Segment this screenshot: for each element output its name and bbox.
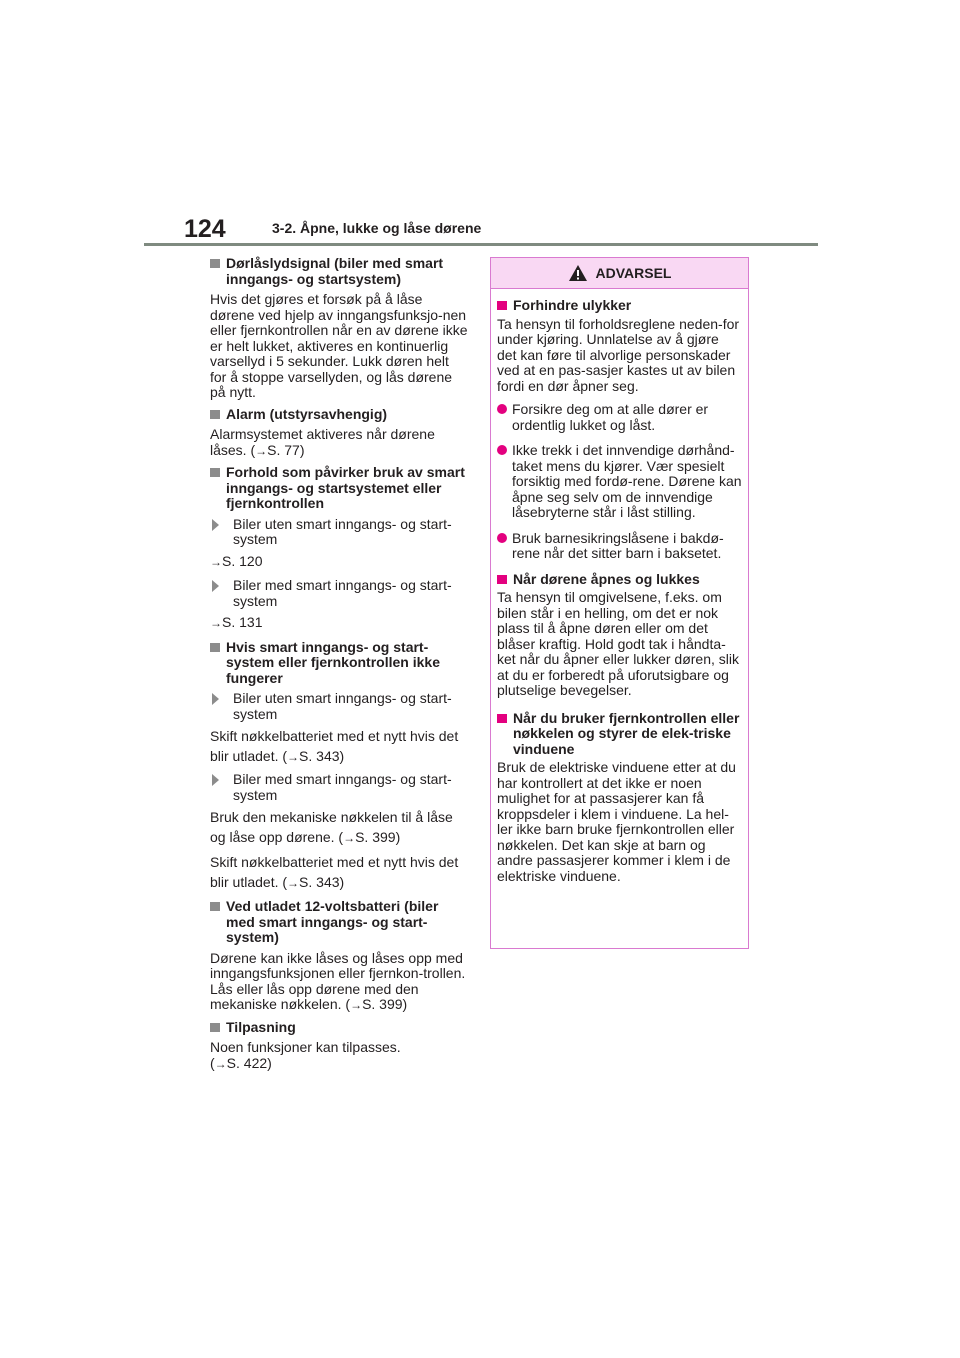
section-text: Noen funksjoner kan tilpasses. (→S. 422) — [210, 1039, 401, 1071]
page-reference[interactable]: S. 131 — [222, 614, 263, 630]
arrow-right-icon: → — [210, 554, 222, 569]
warning-header — [491, 258, 748, 289]
page-reference[interactable]: S. 399 — [362, 996, 403, 1012]
arrow-right-icon: → — [287, 750, 300, 764]
warning-heading: Når du bruker fjernkontrollen eller nøkkelen og styrer de elek-triske vinduene — [513, 709, 740, 757]
section-conditions — [210, 465, 468, 632]
section-text: Hvis det gjøres et forsøk på å låse dørene ved hjelp av inngangsfunksjo-nen eller fjernkontrollen når en av dørene ikke er helt lukket, aktiveres en kontinuerlig varsellyd i 5 sekunder. Lukk døren helt for å stoppe varsellyden, og lås dørene på nytt. — [210, 291, 468, 400]
page-reference[interactable]: S. 422 — [226, 1054, 268, 1071]
section-title: 3-2. Åpne, lukke og låse dørene — [272, 220, 482, 236]
square-bullet-icon — [210, 1023, 220, 1032]
page-reference[interactable]: S. 120 — [222, 552, 263, 569]
square-bullet-icon — [210, 410, 220, 419]
section-discharged-battery — [210, 899, 468, 1014]
sub-item-label: Biler uten smart inngangs- og start-system — [233, 690, 452, 722]
square-bullet-icon — [210, 643, 220, 652]
square-bullet-icon — [210, 259, 220, 268]
section-alarm — [210, 407, 468, 460]
arrow-right-icon: → — [350, 998, 363, 1012]
warning-bullet: Ikke trekk i det innvendige dørhånd-taket mens du kjører. Vær spesielt forsiktig med fordø-rene. Dørene kan åpne seg selv om de innvendige låsebryterne står i låst stilling. — [512, 442, 742, 520]
arrow-right-icon: → — [210, 616, 222, 630]
section-customization — [210, 1020, 468, 1073]
round-bullet-icon — [497, 404, 507, 414]
warning-text: Ta hensyn til omgivelsene, f.eks. om bilen står i en helling, om det er nok plass til å åpne døren eller om det blåser kraftig. Hold godt tak i håndta-ket når du åpner eller lukker døren, slik at du er forberedt på uforutsigbare og plutselige bevegelser. — [497, 589, 739, 698]
arrow-right-icon: → — [343, 831, 356, 845]
arrow-right-icon: → — [214, 1056, 227, 1071]
warning-heading: Forhindre ulykker — [513, 297, 632, 313]
square-bullet-icon — [210, 468, 220, 477]
section-text: Skift nøkkelbatteriet med et nytt hvis det blir utladet. (→S. 343) — [210, 854, 459, 890]
round-bullet-icon — [497, 445, 507, 455]
page-reference[interactable]: S. 399 — [355, 829, 396, 845]
triangle-bullet-icon — [212, 580, 229, 592]
square-bullet-icon — [497, 301, 507, 310]
section-heading: Ved utladet 12-voltsbatteri (biler med smart inngangs- og start-system) — [226, 898, 439, 945]
section-heading: Hvis smart inngangs- og start-system eller fjernkontrollen ikke fungerer — [226, 638, 440, 686]
triangle-bullet-icon — [212, 693, 229, 705]
left-column — [210, 256, 468, 1078]
sub-item-label: Biler uten smart inngangs- og start-system — [233, 515, 452, 547]
triangle-bullet-icon — [212, 774, 229, 786]
section-not-working — [210, 640, 468, 894]
sub-item-label: Biler med smart inngangs- og start-system — [233, 771, 452, 803]
section-text: Bruk den mekaniske nøkkelen til å låse og låse opp dørene. (→S. 399) — [210, 809, 453, 845]
page-reference[interactable]: S. 343 — [299, 874, 340, 890]
square-bullet-icon — [210, 902, 220, 911]
square-bullet-icon — [497, 575, 507, 584]
page-number: 124 — [184, 215, 226, 243]
warning-text: Ta hensyn til forholdsreglene neden-for under kjøring. Unnlatelse av å gjøre det kan føre til alvorlige personskader ved at en pas-sasjer kastes ut av bilen fordi en dør åpner seg. — [497, 315, 740, 394]
warning-heading: Når dørene åpnes og lukkes — [513, 570, 700, 587]
warning-triangle-icon — [568, 264, 588, 282]
square-bullet-icon — [497, 714, 507, 723]
header-divider — [144, 243, 818, 246]
sub-item-label: Biler med smart inngangs- og start-system — [233, 577, 452, 609]
section-text: Dørene kan ikke låses og låses opp med inngangsfunksjonen eller fjernkon-trollen. Lås eller lås opp dørene med den mekaniske nøkkelen. (→S. 399) — [210, 949, 466, 1012]
triangle-bullet-icon — [212, 519, 229, 531]
warning-bullet: Bruk barnesikringslåsene i bakdø-rene når det sitter barn i baksetet. — [512, 529, 724, 561]
warning-box — [490, 257, 749, 949]
section-heading: Tilpasning — [226, 1018, 296, 1035]
page-reference[interactable]: S. 343 — [299, 748, 340, 764]
section-text: Alarmsystemet aktiveres når dørene låses. (→S. 77) — [210, 426, 435, 458]
arrow-right-icon: → — [255, 443, 268, 458]
section-heading: Alarm (utstyrsavhengig) — [226, 405, 388, 422]
arrow-right-icon: → — [287, 876, 300, 890]
warning-title: ADVARSEL — [595, 265, 672, 281]
page-reference[interactable]: S. 77 — [267, 441, 300, 458]
section-door-lock-signal — [210, 256, 468, 401]
warning-bullet: Forsikre deg om at alle dører er ordentlig lukket og låst. — [512, 401, 709, 433]
warning-text: Bruk de elektriske vinduene etter at du har kontrollert at det ikke er noen mulighet for at passasjerer kan få kroppsdeler i klem i vinduene. La hel-ler ikke barn bruke fjernkontrollen eller nøkkelen. Det kan skje at barn og andre passasjerer kommer i klem i de elektriske vinduene. — [497, 759, 736, 884]
section-heading: Dørlåslydsignal (biler med smart inngangs- og startsystem) — [226, 255, 444, 287]
section-heading: Forhold som påvirker bruk av smart inngangs- og startsystemet eller fjernkontrollen — [226, 464, 465, 511]
round-bullet-icon — [497, 533, 507, 543]
section-text: Skift nøkkelbatteriet med et nytt hvis det blir utladet. (→S. 343) — [210, 728, 459, 764]
